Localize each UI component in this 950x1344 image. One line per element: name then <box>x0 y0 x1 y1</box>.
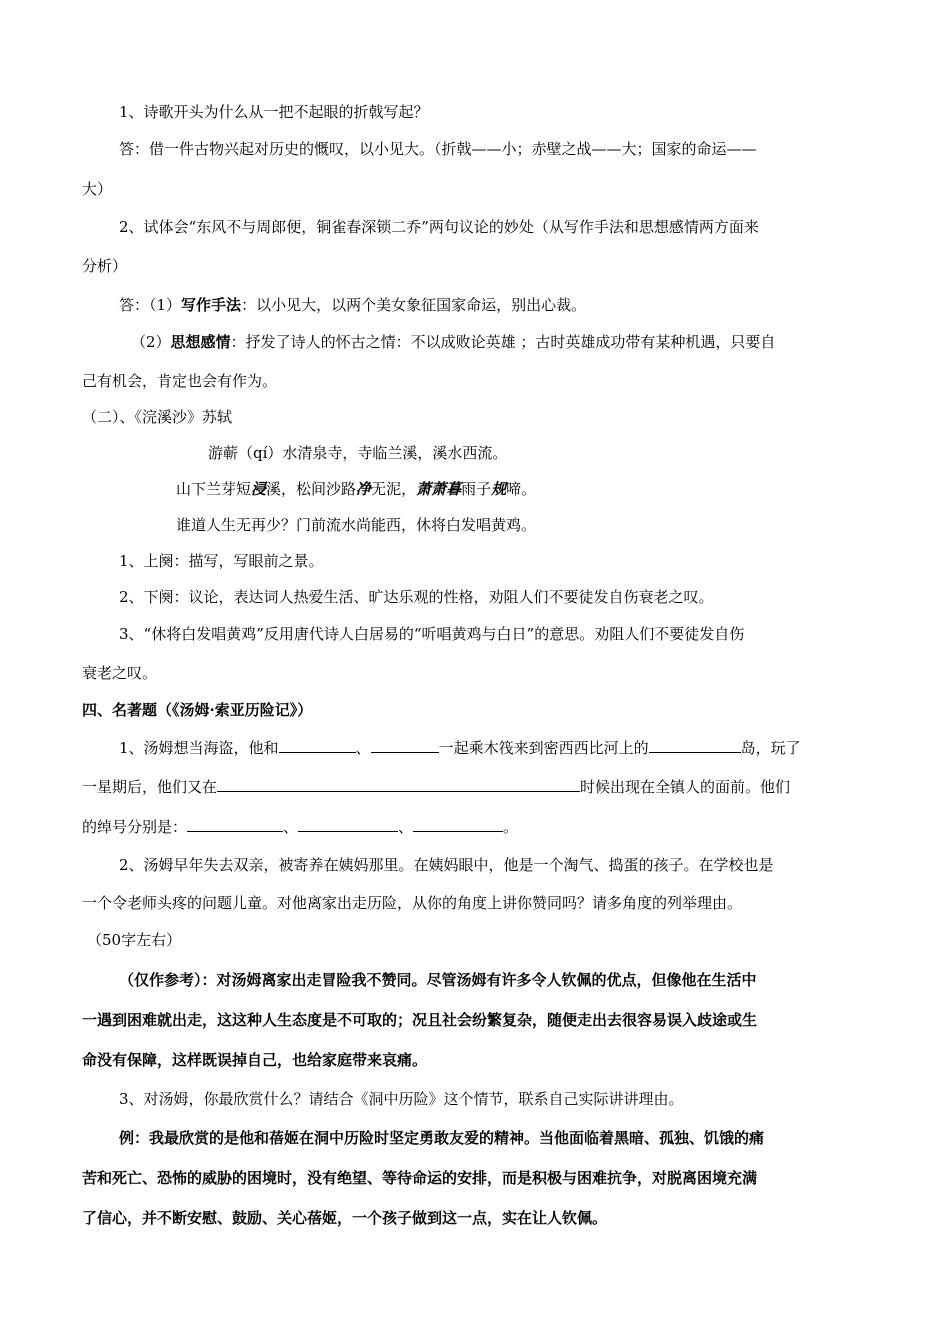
answer-1-line-1: 答：借一件古物兴起对历史的慨叹，以小见大。（折戟——小；赤壁之战——大；国家的命运—— <box>119 140 757 158</box>
blank-nickname-3[interactable] <box>413 817 503 832</box>
answer-tom-3-line-2: 苦和死亡、恐怖的威胁的困境时，没有绝望、等待命运的安排，而是积极与困难抗争，对脱离困境充满 <box>82 1169 758 1187</box>
answer-2-label-emotion: 思想感情 <box>170 333 231 351</box>
q1-line3-sep-2: 、 <box>398 818 414 836</box>
fill-blank-question-1-line-2 <box>82 777 790 797</box>
poem-note-1: 1、上阕：描写，写眼前之景。 <box>119 552 324 570</box>
question-tom-2-line-2: 一个令老师头疼的问题儿童。对他离家出走历险，从你的角度上讲你赞同吗？请多角度的列举理由。 <box>82 894 743 912</box>
poem-note-2: 2、下阕：议论，表达词人热爱生活、旷达乐观的性格，劝阻人们不要徒发自伤衰老之叹。 <box>119 588 714 606</box>
poem-seg-i: 啼。 <box>506 480 537 498</box>
question-2-line-2: 分析） <box>82 257 128 275</box>
poem-note-3-line-2: 衰老之叹。 <box>82 664 158 682</box>
poem-note-3-line-1: 3、“休将白发唱黄鸡”反用唐代诗人白居易的“听唱黄鸡与白日”的意思。劝阻人们不要徒发自伤 <box>119 625 745 643</box>
q1-text-b: 、 <box>355 739 371 757</box>
question-tom-2-line-1: 2、汤姆早年失去双亲，被寄养在姨妈那里。在姨妈眼中，他是一个淘气、捣蛋的孩子。在学校也是 <box>119 856 774 874</box>
question-tom-3: 3、对汤姆，你最欣赏什么？请结合《洞中历险》这个情节，联系自己实际讲讲理由。 <box>119 1090 684 1108</box>
section-4-heading: 四、名著题（《汤姆·索亚历险记》） <box>82 701 313 719</box>
poem-seg-g: 雨子 <box>461 480 492 498</box>
poem-seg-c: 溪，松间沙路 <box>266 480 357 498</box>
q1-line2-text-b: 时候出现在全镇人的面前。他们 <box>580 778 791 796</box>
q1-line2-text-a: 一星期后，他们又在 <box>82 778 218 796</box>
blank-companion-2[interactable] <box>371 738 439 753</box>
answer-2-item-1 <box>119 295 586 315</box>
poem-line-2: 谁道人生无再少？门前流水尚能西，休将白发唱黄鸡。 <box>176 516 537 534</box>
poem-emph-jin: 浸 <box>251 480 267 498</box>
answer-2-text-emotion: ：抒发了诗人的怀古之情：不以成败论英雄 ；古时英雄成功带有某种机遇，只要自 <box>230 333 776 351</box>
q1-text-d: 岛，玩了 <box>740 739 801 757</box>
answer-2-prefix: 答：（1） <box>119 296 182 314</box>
fill-blank-question-1-line-3 <box>82 817 518 837</box>
poem-preface: 游蕲（qí）水清泉寺，寺临兰溪，溪水西流。 <box>208 444 508 462</box>
answer-2-prefix-2: （2） <box>131 333 171 351</box>
fill-blank-question-1-line-1 <box>119 738 801 758</box>
poem-emph-jing: 净 <box>356 480 372 498</box>
q1-line3-end: 。 <box>503 818 519 836</box>
poem-seg-a: 山下兰芽短 <box>176 480 252 498</box>
answer-tom-2-line-3: 命没有保障，这样既误掉自己，也给家庭带来哀痛。 <box>82 1051 428 1069</box>
q1-text-c: 一起乘木筏来到密西西比河上的 <box>438 739 649 757</box>
answer-tom-2-line-2: 一遇到困难就出走，这这种人生态度是不可取的；况且社会纷繁复杂，随便走出去很容易误入歧途或生 <box>82 1011 758 1029</box>
answer-2-item-2 <box>131 332 775 352</box>
answer-2-item-2-line-2: 己有机会，肯定也会有作为。 <box>82 372 278 390</box>
question-2-line-1: 2、试体会“东风不与周郎便，铜雀春深锁二乔”两句议论的妙处（从写作手法和思想感情两方面来 <box>119 218 759 236</box>
question-1: 1、诗歌开头为什么从一把不起眼的折戟写起？ <box>119 103 429 121</box>
blank-nickname-2[interactable] <box>298 817 398 832</box>
answer-1-line-2: 大） <box>82 180 113 198</box>
blank-island[interactable] <box>649 738 741 753</box>
blank-companion-1[interactable] <box>279 738 356 753</box>
poem-emph-xiaoxiaomu: 萧萧暮 <box>416 480 462 498</box>
poem-line-1 <box>176 479 536 499</box>
answer-2-label-technique: 写作手法 <box>181 296 242 314</box>
answer-tom-3-line-3: 了信心，并不断安慰、鼓励、关心蓓姬，一个孩子做到这一点，实在让人钦佩。 <box>82 1209 608 1227</box>
answer-tom-2-line-1: （仅作参考）：对汤姆离家出走冒险我不赞同。尽管汤姆有许多令人钦佩的优点，但像他在生活中 <box>119 971 757 989</box>
poem-heading: （二）、《浣溪沙》苏轼 <box>82 408 233 426</box>
q1-text-a: 1、汤姆想当海盗，他和 <box>119 739 279 757</box>
q1-line3-text-a: 的绰号分别是： <box>82 818 188 836</box>
question-tom-2-line-3: （50字左右） <box>87 931 182 949</box>
q1-line3-sep-1: 、 <box>283 818 299 836</box>
blank-return-time[interactable] <box>217 777 580 792</box>
blank-nickname-1[interactable] <box>187 817 283 832</box>
poem-emph-gui: 规 <box>491 480 507 498</box>
answer-tom-3-line-1: 例：我最欣赏的是他和蓓姬在洞中历险时坚定勇敢友爱的精神。当他面临着黑暗、孤独、饥饿的痛 <box>119 1129 765 1147</box>
answer-2-text-technique: ：以小见大，以两个美女象征国家命运，别出心裁。 <box>241 296 587 314</box>
poem-seg-e: 无泥， <box>371 480 417 498</box>
